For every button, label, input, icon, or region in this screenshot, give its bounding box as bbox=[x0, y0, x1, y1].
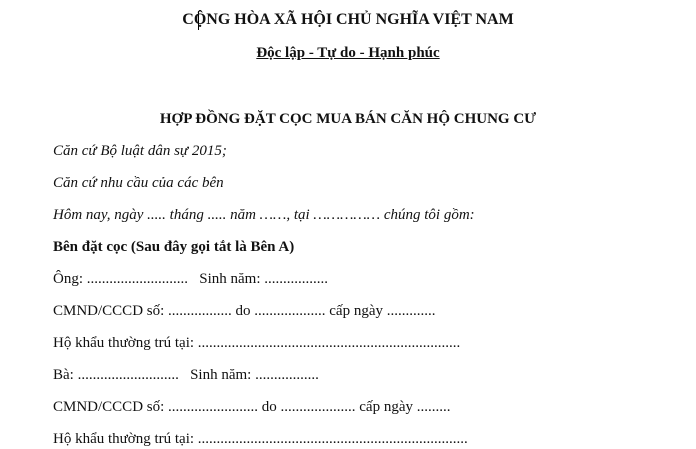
mrs-line: Bà: ........................... Sinh năm: ................. bbox=[53, 367, 319, 383]
residence-line-1: Hộ khẩu thường trú tại: ...................................................................... bbox=[53, 335, 461, 351]
today-line: Hôm nay, ngày ..... tháng ..... năm ……, tại …………… chúng tôi gồm: bbox=[53, 207, 475, 223]
document-title: HỢP ĐỒNG ĐẶT CỌC MUA BÁN CĂN HỘ CHUNG CƯ bbox=[159, 111, 537, 127]
party-a-heading: Bên đặt cọc (Sau đây gọi tắt là Bên A) bbox=[53, 239, 295, 255]
legal-basis-2: Căn cứ nhu cầu của các bên bbox=[53, 175, 224, 191]
mr-line: Ông: ........................... Sinh năm: ................. bbox=[53, 271, 329, 287]
residence-line-2: Hộ khẩu thường trú tại: ........................................................................ bbox=[53, 431, 468, 447]
motto-heading: Độc lập - Tự do - Hạnh phúc bbox=[256, 45, 440, 61]
id-line-1: CMND/CCCD số: ................. do ................... cấp ngày ............. bbox=[53, 303, 436, 319]
id-line-2: CMND/CCCD số: ........................ do .................... cấp ngày ......... bbox=[53, 399, 451, 415]
nation-heading: CỘNG HÒA XÃ HỘI CHỦ NGHĨA VIỆT NAM bbox=[182, 11, 514, 28]
legal-basis-1: Căn cứ Bộ luật dân sự 2015; bbox=[53, 143, 227, 159]
